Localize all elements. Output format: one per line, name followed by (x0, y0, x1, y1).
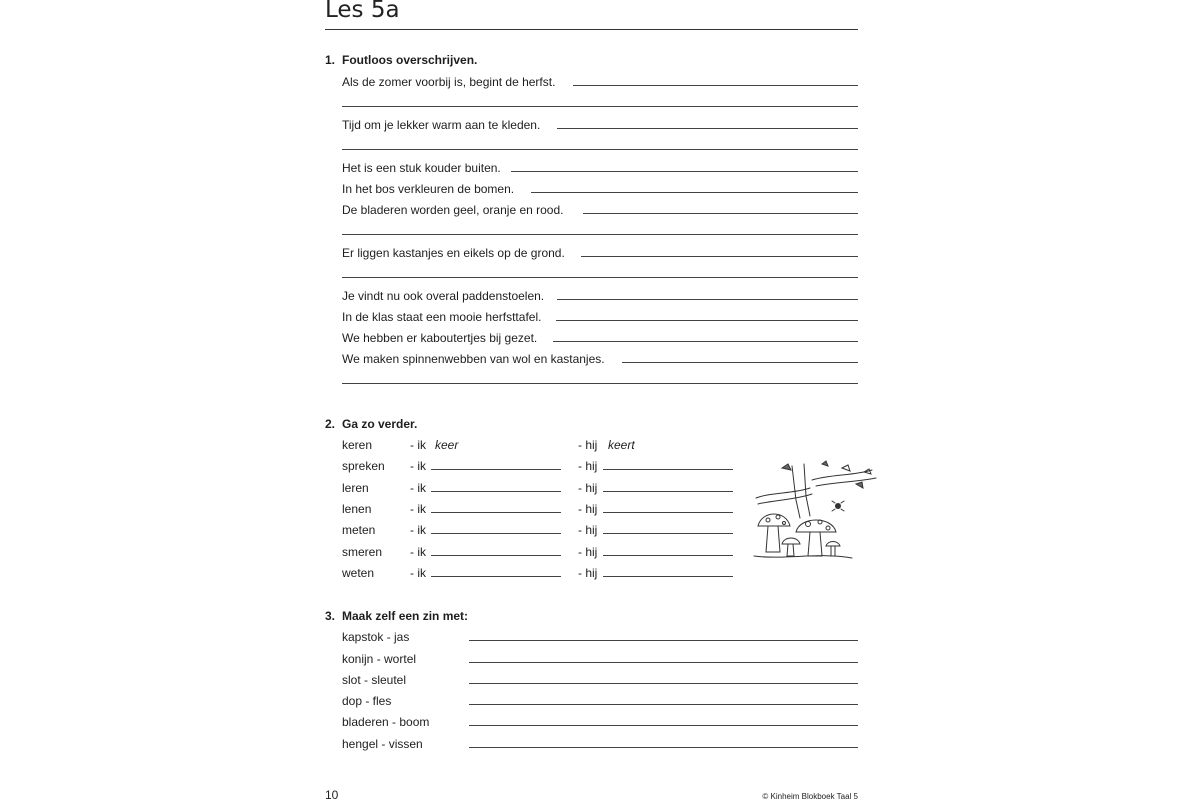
hij-label: - hij (578, 459, 598, 473)
ik-label: - ik (410, 523, 426, 537)
hij-answer-line[interactable] (603, 576, 733, 577)
writing-line[interactable] (557, 299, 858, 300)
word-pair: hengel - vissen (342, 737, 423, 751)
hij-label: - hij (578, 438, 598, 452)
hij-answer-line[interactable] (603, 491, 733, 492)
ik-label: - ik (410, 481, 426, 495)
exercise-3-heading: Maak zelf een zin met: (342, 609, 469, 623)
writing-line[interactable] (342, 277, 858, 278)
verb-infinitive: spreken (342, 459, 385, 473)
ik-label: - ik (410, 545, 426, 559)
writing-line[interactable] (342, 149, 858, 150)
exercise-2-heading: Ga zo verder. (342, 417, 418, 431)
ik-answer-line[interactable] (431, 533, 561, 534)
page-title: Les 5a (325, 0, 400, 23)
ik-answer-line[interactable] (431, 576, 561, 577)
word-pair: bladeren - boom (342, 715, 430, 729)
word-pair: kapstok - jas (342, 630, 410, 644)
word-pair: slot - sleutel (342, 673, 407, 687)
ik-label: - ik (410, 438, 426, 452)
hij-answer-line[interactable] (603, 469, 733, 470)
sentence-text: We maken spinnenwebben van wol en kastanjes. (342, 352, 605, 366)
title-divider (325, 29, 858, 30)
writing-line[interactable] (573, 85, 858, 86)
exercise-1-number: 1. (325, 53, 336, 67)
sentence-text: Tijd om je lekker warm aan te kleden. (342, 118, 541, 132)
word-pair: konijn - wortel (342, 652, 417, 666)
exercise-2-number: 2. (325, 417, 336, 431)
hij-label: - hij (578, 481, 598, 495)
exercise-3-number: 3. (325, 609, 336, 623)
verb-infinitive: smeren (342, 545, 383, 559)
sentence-text: Als de zomer voorbij is, begint de herfst. (342, 75, 556, 89)
sentence-text: In het bos verkleuren de bomen. (342, 182, 515, 196)
sentence-text: Er liggen kastanjes en eikels op de grond. (342, 246, 565, 260)
example-hij-answer: keert (608, 438, 635, 452)
page-number: 10 (325, 788, 339, 802)
verb-infinitive: meten (342, 523, 376, 537)
verb-infinitive: leren (342, 481, 369, 495)
writing-line[interactable] (342, 383, 858, 384)
writing-line[interactable] (342, 106, 858, 107)
ik-label: - ik (410, 459, 426, 473)
writing-line[interactable] (557, 128, 858, 129)
example-ik-answer: keer (435, 438, 459, 452)
writing-line[interactable] (553, 341, 858, 342)
sentence-text: Je vindt nu ook overal paddenstoelen. (342, 289, 545, 303)
ik-label: - ik (410, 566, 426, 580)
hij-answer-line[interactable] (603, 512, 733, 513)
writing-line[interactable] (583, 213, 858, 214)
verb-infinitive: keren (342, 438, 373, 452)
writing-line[interactable] (622, 362, 858, 363)
writing-line[interactable] (581, 256, 858, 257)
verb-infinitive: weten (342, 566, 375, 580)
ik-label: - ik (410, 502, 426, 516)
sentence-line[interactable] (469, 683, 858, 684)
writing-line[interactable] (342, 234, 858, 235)
ik-answer-line[interactable] (431, 469, 561, 470)
verb-infinitive: lenen (342, 502, 372, 516)
ik-answer-line[interactable] (431, 555, 561, 556)
writing-line[interactable] (511, 171, 858, 172)
sentence-line[interactable] (469, 747, 858, 748)
hij-answer-line[interactable] (603, 533, 733, 534)
hij-answer-line[interactable] (603, 555, 733, 556)
hij-label: - hij (578, 566, 598, 580)
hij-label: - hij (578, 523, 598, 537)
writing-line[interactable] (556, 320, 858, 321)
sentence-text: We hebben er kaboutertjes bij gezet. (342, 331, 538, 345)
autumn-mushroom-illustration (752, 460, 880, 564)
copyright-notice: © Kinheim Blokboek Taal 5 (762, 792, 858, 801)
sentence-line[interactable] (469, 640, 858, 641)
sentence-text: In de klas staat een mooie herfsttafel. (342, 310, 542, 324)
ik-answer-line[interactable] (431, 512, 561, 513)
sentence-line[interactable] (469, 704, 858, 705)
sentence-text: Het is een stuk kouder buiten. (342, 161, 501, 175)
ik-answer-line[interactable] (431, 491, 561, 492)
writing-line[interactable] (531, 192, 858, 193)
sentence-line[interactable] (469, 662, 858, 663)
word-pair: dop - fles (342, 694, 392, 708)
sentence-text: De bladeren worden geel, oranje en rood. (342, 203, 564, 217)
exercise-1-heading: Foutloos overschrijven. (342, 53, 478, 67)
hij-label: - hij (578, 545, 598, 559)
hij-label: - hij (578, 502, 598, 516)
sentence-line[interactable] (469, 725, 858, 726)
